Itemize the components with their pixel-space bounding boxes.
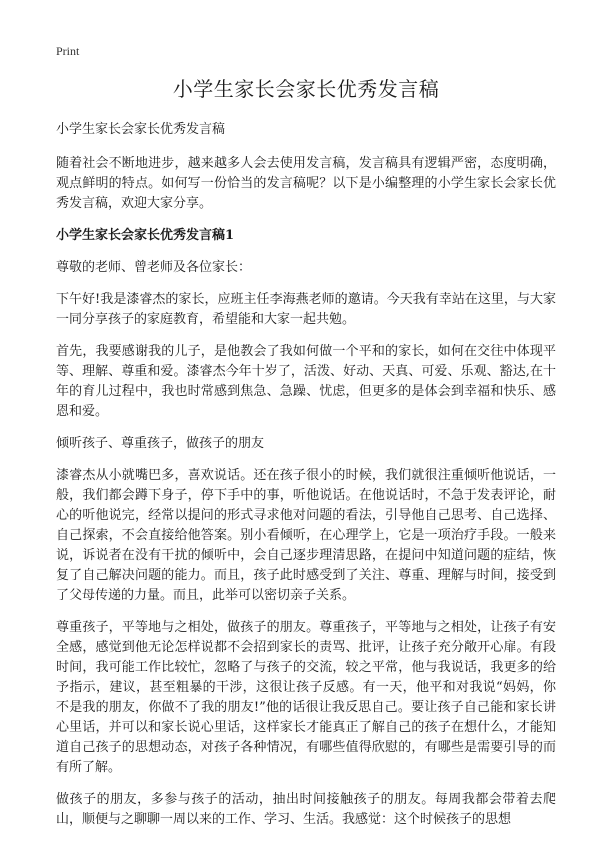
print-label: Print bbox=[56, 44, 80, 58]
subheading-paragraph: 倾听孩子、尊重孩子，做孩子的朋友 bbox=[56, 436, 265, 451]
document-page bbox=[56, 44, 556, 842]
respect-paragraph: 尊重孩子，平等地与之相处，做孩子的朋友。尊重孩子，平等地与之相处，让孩子有安全感，感觉到他无论怎样说都不会招到家长的责骂、批评，让孩子充分敞开心扉。有段时间，我可能工作比较忙，忽略了与孩子的交流，较之平常，他与我说话，我更多的给予指示，建议，甚至粗暴的干涉，这很让孩子反感。有一天，他平和对我说“妈妈，你不是我的朋友，你做不了我的朋友!”他的话很让我反思自己。要让孩子自己能和家长讲心里话，并可以和家长说心里话，这样家长才能真正了解自己的孩子在想什么，才能知道自己孩子的思想动态，对孩子各种情况，有哪些值得欣慰的，有哪些是需要引导的而有所了解。 bbox=[56, 620, 556, 775]
greeting-paragraph: 尊敬的老师、曾老师及各位家长： bbox=[56, 260, 252, 275]
gratitude-paragraph: 首先，我要感谢我的儿子，是他教会了我如何做一个平和的家长，如何在交往中体现平等、理解、尊重和爱。漆睿杰今年十岁了，活泼、好动、天真、可爱、乐观、豁达,在十年的育儿过程中，我也时常感到焦急、急躁、忧虑，但更多的是体会到幸福和快乐、感恩和爱。 bbox=[56, 344, 556, 419]
intro-paragraph: 随着社会不断地进步，越来越多人会去使用发言稿，发言稿具有逻辑严密，态度明确，观点鲜明的特点。如何写一份恰当的发言稿呢？以下是小编整理的小学生家长会家长优秀发言稿，欢迎大家分享。 bbox=[56, 156, 556, 211]
listening-paragraph: 漆睿杰从小就嘴巴多，喜欢说话。还在孩子很小的时候，我们就很注重倾听他说话，一般，我们都会蹲下身子，停下手中的事，听他说话。在他说话时，不急于发表评论，耐心的听他说完，经常以提问的形式寻求他对问题的看法，引导他自己思考、自己选择、自己探索，不会直接给他答案。别小看倾听，在心理学上，它是一项治疗手段。一般来说，诉说者在没有干扰的倾听中，会自己逐步理清思路，在提问中知道问题的症结，恢复了自己解决问题的能力。而且，孩子此时感受到了关注、尊重、理解与时间，接受到了父母传递的力量。而且，此举可以密切亲子关系。 bbox=[56, 468, 556, 603]
section-heading: 小学生家长会家长优秀发言稿1 bbox=[56, 228, 235, 243]
friendship-paragraph: 做孩子的朋友，多参与孩子的活动，抽出时间接触孩子的朋友。每周我都会带着去爬山，顺便与之聊聊一周以来的工作、学习、生活。我感觉：这个时候孩子的思想 bbox=[56, 792, 556, 827]
document-subtitle: 小学生家长会家长优秀发言稿 bbox=[56, 122, 226, 137]
opening-paragraph: 下午好!我是漆睿杰的家长，应班主任李海燕老师的邀请。今天我有幸站在这里，与大家一同分享孩子的家庭教育，希望能和大家一起共勉。 bbox=[56, 292, 556, 327]
document-title: 小学生家长会家长优秀发言稿 bbox=[172, 77, 440, 101]
